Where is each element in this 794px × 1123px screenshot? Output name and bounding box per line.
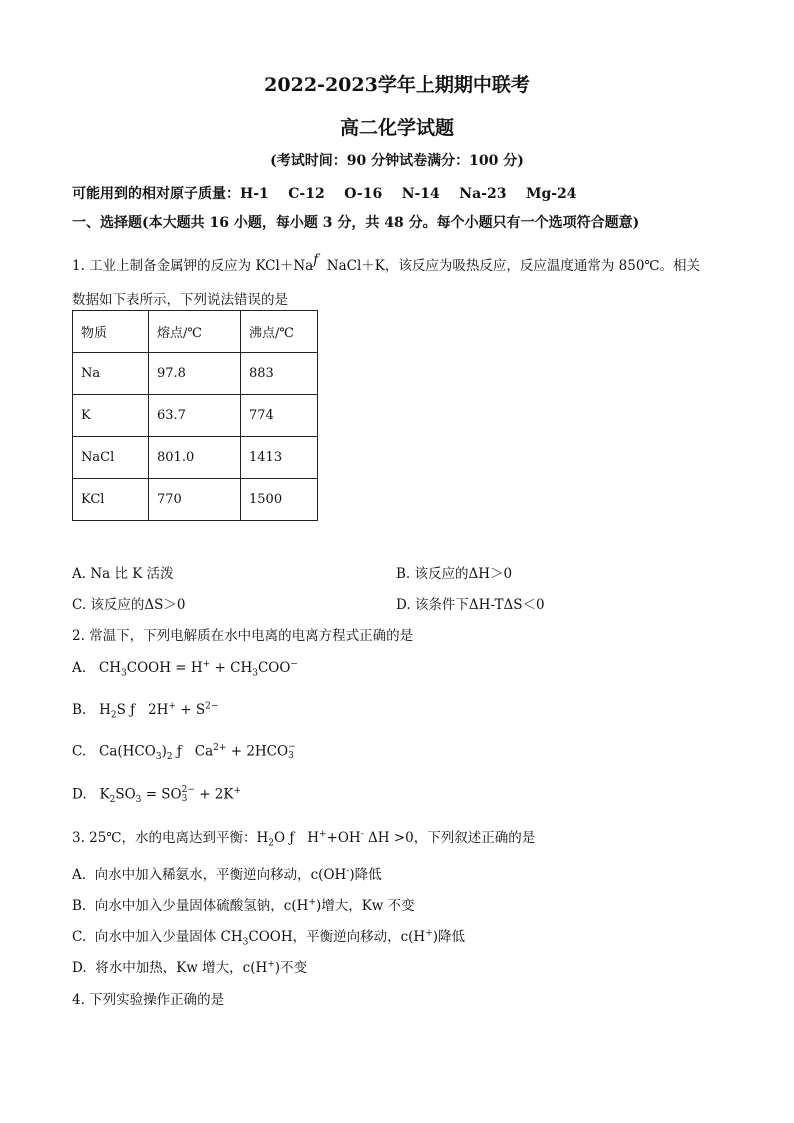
formula-subscript: 2 <box>268 838 274 849</box>
q1-data-table <box>72 310 318 521</box>
formula-text: ƒ Ca <box>172 743 214 760</box>
formula-text: Ca(HCO <box>99 743 156 760</box>
formula-superscript: + <box>267 959 275 970</box>
option-text: COOH，平衡逆向移动，c(H <box>248 929 426 945</box>
formula-text: CH <box>98 660 122 676</box>
atomic-masses: 可能用到的相对原子质量：H-1 C-12 O-16 N-14 Na-23 Mg-24 <box>72 186 577 202</box>
formula-text: + S <box>175 702 206 718</box>
formula-superscript: − <box>288 742 296 752</box>
stem-text: O ƒ H <box>273 830 319 846</box>
q3-option-a <box>72 863 382 883</box>
formula-superscript: + <box>168 701 176 712</box>
formula-subscript: 2 <box>109 795 116 806</box>
table-cell: NaCl <box>73 437 149 479</box>
formula-subscript: 2 <box>166 752 173 763</box>
formula-superscript: + <box>318 829 327 840</box>
q2-stem: 2. 常温下，下列电解质在水中电离的电离方程式正确的是 <box>72 628 414 644</box>
table-cell: 1413 <box>241 437 318 479</box>
table-header-cell: 沸点/℃ <box>241 311 318 353</box>
formula-subscript: 2 <box>110 710 117 721</box>
option-label: C. <box>72 743 87 760</box>
table-cell: 770 <box>149 479 241 521</box>
table-header-cell: 物质 <box>73 311 149 353</box>
formula-superscript: + <box>233 786 242 796</box>
q3-stem <box>72 826 536 849</box>
q1-option-c: C. 该反应的ΔS＞0 <box>72 597 186 613</box>
exam-subject-title: 高二化学试题 <box>339 117 454 139</box>
q1-option-b: B. 该反应的ΔH＞0 <box>396 566 513 582</box>
formula-superscript: 2+ <box>213 743 227 753</box>
option-text: B. 向水中加入少量固体硫酸氢钠，c(H <box>72 898 309 914</box>
formula-subscript: 3 <box>181 794 188 804</box>
formula-subscript: 3 <box>121 668 127 679</box>
section1-heading: 一、选择题(本大题共 16 小题，每小题 3 分，共 48 分。每个小题只有一个选项符合题意) <box>72 215 640 231</box>
formula-superscript: − <box>290 659 298 670</box>
formula-text: + 2K <box>194 786 234 803</box>
formula-text: ) <box>161 743 167 760</box>
table-cell: 801.0 <box>149 437 241 479</box>
formula-superscript: - <box>360 829 364 840</box>
formula-superscript: - <box>346 866 350 877</box>
q1-stem-part1: 1. 工业上制备金属钾的反应为 KCl＋Na <box>72 258 314 274</box>
option-text: C. 向水中加入少量固体 CH <box>72 929 243 945</box>
table-cell: 97.8 <box>149 353 241 395</box>
formula-subscript: 3 <box>242 937 249 948</box>
table-row <box>73 395 318 437</box>
formula-text: S ƒ 2H <box>116 702 169 718</box>
formula-superscript: + <box>202 659 211 670</box>
q1-stem-part2: NaCl＋K，该反应为吸热反应，反应温度通常为 850℃。相关 <box>318 258 701 274</box>
option-text: )不变 <box>274 960 308 976</box>
q1-option-d: D. 该条件下ΔH-TΔS＜0 <box>396 597 545 613</box>
table-header-row <box>73 311 318 353</box>
table-cell: KCl <box>73 479 149 521</box>
table-cell: Na <box>73 353 149 395</box>
table-row <box>73 479 318 521</box>
option-text: )降低 <box>349 867 382 883</box>
q2-option-a <box>72 659 298 679</box>
option-text: )增大，Kw 不变 <box>315 898 415 914</box>
exam-title: 2022-2023学年上期期中联考 <box>264 74 530 96</box>
q3-option-b <box>72 894 415 914</box>
formula-subscript: 3 <box>252 668 258 679</box>
option-label: B. <box>72 702 87 718</box>
formula-text: + 2HCO <box>226 743 289 760</box>
table-row <box>73 437 318 479</box>
formula-text: = SO <box>141 786 182 803</box>
formula-text: SO <box>115 786 136 803</box>
option-text: D. 将水中加热，Kw 增大，c(H <box>72 960 268 976</box>
stem-text: ΔH >0，下列叙述正确的是 <box>363 830 536 846</box>
q1-stem-line1 <box>72 254 700 274</box>
table-cell: 63.7 <box>149 395 241 437</box>
table-cell: K <box>73 395 149 437</box>
table-header-cell: 熔点/℃ <box>149 311 241 353</box>
q3-option-c <box>72 925 466 948</box>
option-text: A. 向水中加入稀氨水，平衡逆向移动，c(OH <box>72 867 347 883</box>
q2-option-b <box>72 701 219 721</box>
q1-stem-line2: 数据如下表所示，下列说法错误的是 <box>72 292 288 308</box>
formula-superscript: 2− <box>181 785 195 795</box>
table-cell: 1500 <box>241 479 318 521</box>
formula-subscript: 3 <box>288 751 294 761</box>
formula-text: H <box>99 702 111 718</box>
formula-superscript: + <box>425 928 433 939</box>
q2-option-c <box>72 743 296 761</box>
option-label: D. <box>72 786 87 803</box>
option-label: A. <box>72 660 87 676</box>
formula-superscript: + <box>308 897 316 908</box>
stacked-scripts <box>182 786 195 804</box>
formula-text: + CH <box>210 660 253 676</box>
stem-text: 3. 25℃，水的电离达到平衡：H <box>72 830 269 846</box>
formula-text: COO <box>257 660 291 676</box>
equilibrium-symbol: ƒ <box>313 252 319 268</box>
option-text: )降低 <box>432 929 466 945</box>
table-row <box>73 353 318 395</box>
stem-text: +OH <box>326 830 361 846</box>
formula-text: COOH = H <box>126 660 203 676</box>
formula-text: K <box>99 786 110 803</box>
exam-info: (考试时间：90 分钟试卷满分：100 分) <box>270 153 524 169</box>
table-cell: 774 <box>241 395 318 437</box>
table-cell: 883 <box>241 353 318 395</box>
formula-subscript: 3 <box>135 795 142 806</box>
stacked-scripts <box>288 743 296 761</box>
formula-subscript: 3 <box>155 752 162 763</box>
formula-superscript: 2− <box>205 701 219 712</box>
q1-option-a: A. Na 比 K 活泼 <box>72 566 174 582</box>
q3-option-d <box>72 956 307 976</box>
q4-stem: 4. 下列实验操作正确的是 <box>72 992 225 1008</box>
q2-option-d <box>72 786 241 804</box>
